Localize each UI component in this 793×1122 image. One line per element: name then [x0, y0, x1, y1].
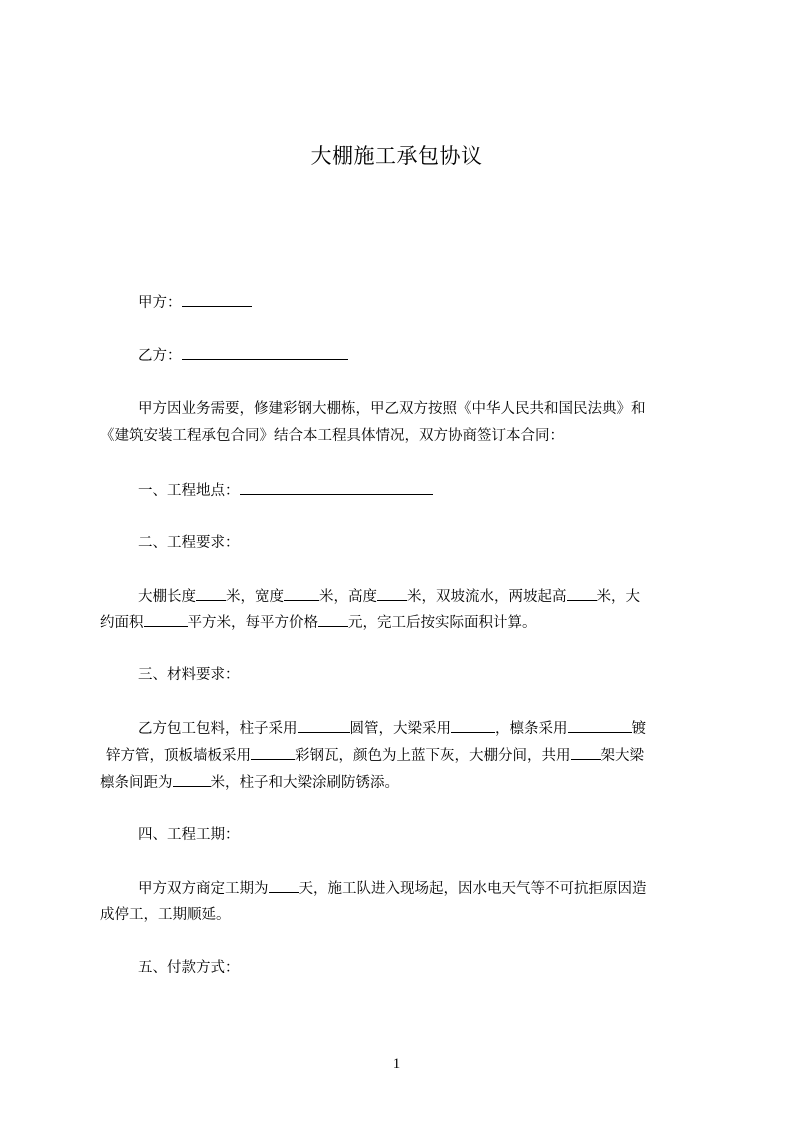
section-3-heading: [138, 665, 700, 685]
area-blank[interactable]: [144, 612, 188, 627]
party-a-line: [138, 292, 700, 313]
party-b-label: 乙方：: [138, 348, 182, 364]
intro-line-1: [100, 399, 700, 419]
section-4-heading-text: 四、工程工期：: [138, 827, 240, 843]
party-b-blank[interactable]: [182, 345, 348, 360]
intro-line-2: [100, 426, 700, 446]
height-blank[interactable]: [377, 586, 407, 601]
s4-text: 成停工，工期顺延。: [100, 907, 231, 923]
s4-text: 甲方双方商定工期为: [138, 881, 269, 897]
s3-text: 锌方管，顶板墙板采用: [106, 748, 251, 764]
s3-text: 乙方包工包料，柱子采用: [138, 721, 298, 737]
section-3-line-2: [100, 745, 706, 766]
section-5-heading-text: 五、付款方式：: [138, 960, 240, 976]
section-2-line-2: [100, 612, 700, 633]
spacing-blank[interactable]: [173, 772, 211, 787]
s2-text: 米，大: [596, 589, 640, 605]
panel-blank[interactable]: [251, 745, 295, 760]
location-blank[interactable]: [240, 480, 433, 495]
s3-text: 圆管，大梁采用: [349, 721, 451, 737]
section-2-heading: [138, 533, 700, 553]
section-2-line-1: [100, 586, 700, 607]
price-blank[interactable]: [318, 612, 348, 627]
party-a-blank[interactable]: [182, 292, 252, 307]
slope-height-blank[interactable]: [567, 586, 597, 601]
beam-blank[interactable]: [451, 718, 495, 733]
s3-text: ，檩条采用: [495, 721, 568, 737]
s2-text: 约面积: [100, 615, 144, 631]
section-4-line-1: [100, 878, 700, 899]
section-1-label: 一、工程地点：: [138, 483, 240, 499]
s3-text: 彩钢瓦，颜色为上蓝下灰，大棚分间，共用: [295, 748, 571, 764]
s2-text: 平方米，每平方价格: [187, 615, 318, 631]
s4-text: 天，施工队进入现场起，因水电天气等不可抗拒原因造: [298, 881, 647, 897]
section-2-heading-text: 二、工程要求：: [138, 535, 240, 551]
section-5-heading: [138, 958, 700, 978]
s2-text: 米，高度: [319, 589, 377, 605]
purlin-blank[interactable]: [568, 718, 632, 733]
section-4-line-2: [100, 905, 700, 925]
beam-count-blank[interactable]: [571, 745, 601, 760]
party-b-line: [138, 345, 700, 366]
intro-text-1: 甲方因业务需要，修建彩钢大棚栋，甲乙双方按照《中华人民共和国民法典》和: [138, 401, 646, 417]
s2-text: 元，完工后按实际面积计算。: [348, 615, 537, 631]
section-1-line: [138, 480, 700, 501]
s2-text: 大棚长度: [138, 589, 196, 605]
column-blank[interactable]: [298, 718, 350, 733]
document-title: 大棚施工承包协议: [310, 144, 483, 168]
page-number: 1: [392, 1056, 401, 1072]
section-3-line-3: [100, 772, 700, 793]
length-blank[interactable]: [196, 586, 226, 601]
duration-blank[interactable]: [269, 878, 299, 893]
s3-text: 镀: [631, 721, 646, 737]
section-4-heading: [138, 825, 700, 845]
s3-text: 檩条间距为: [100, 775, 173, 791]
width-blank[interactable]: [284, 586, 319, 601]
section-3-heading-text: 三、材料要求：: [138, 667, 240, 683]
section-3-line-1: [100, 718, 700, 739]
s3-text: 架大梁: [600, 748, 644, 764]
s2-text: 米，双坡流水，两坡起高: [407, 589, 567, 605]
s2-text: 米，宽度: [226, 589, 284, 605]
intro-text-2: 《建筑安装工程承包合同》结合本工程具体情况，双方协商签订本合同：: [100, 428, 564, 444]
party-a-label: 甲方：: [138, 295, 182, 311]
s3-text: 米，柱子和大梁涂刷防锈添。: [210, 775, 399, 791]
